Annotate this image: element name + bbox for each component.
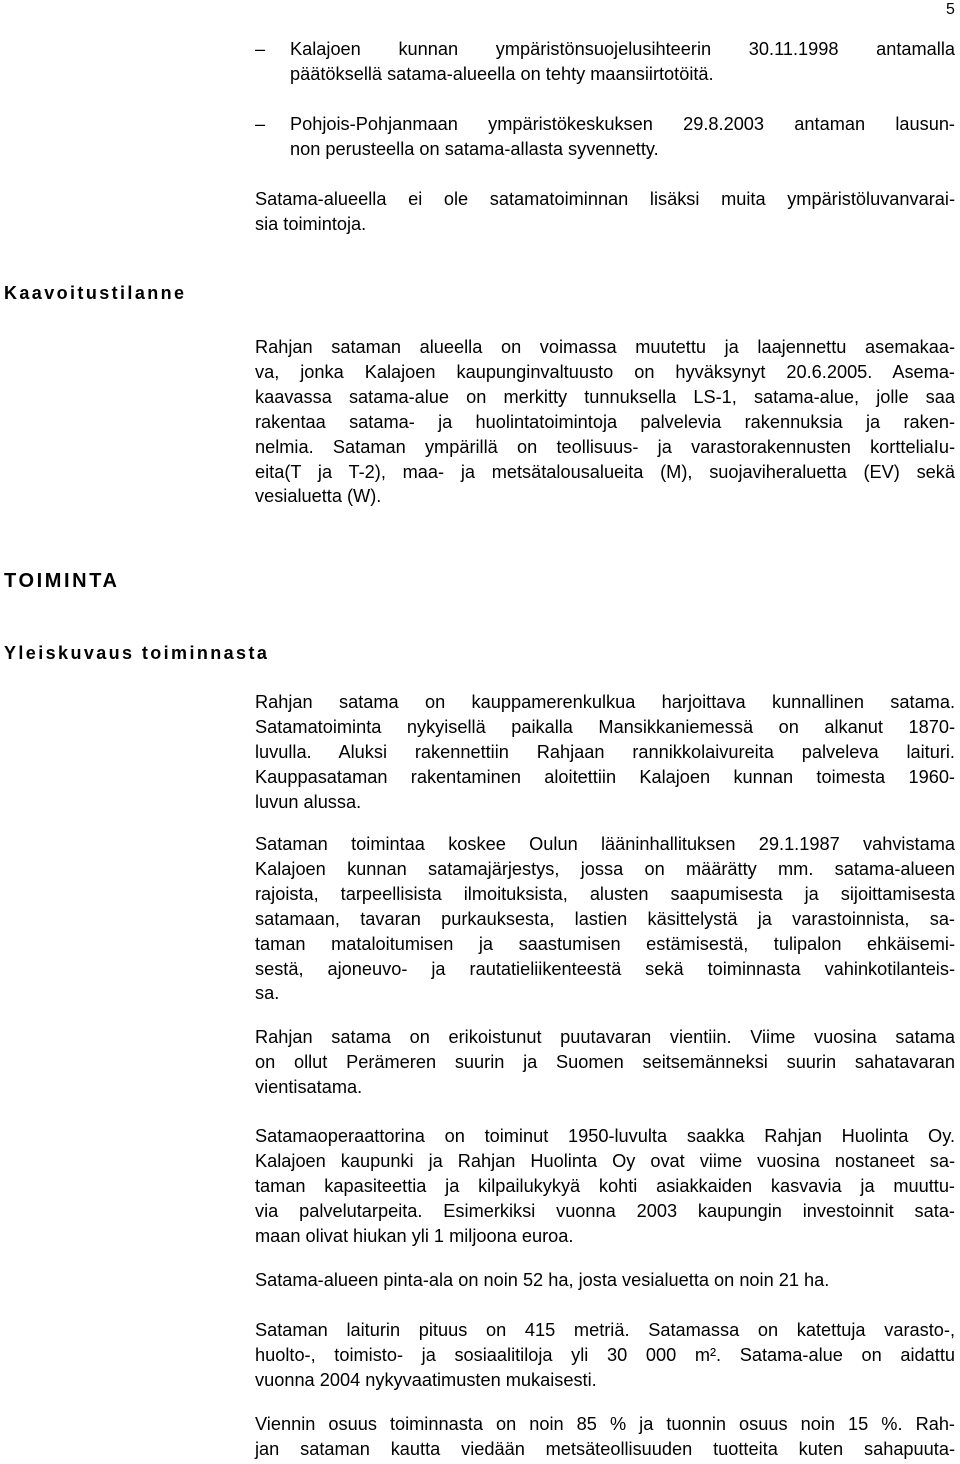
text-line: Satama-alueen pinta-ala on noin 52 ha, josta vesialuetta on noin 21 ha. [255,1270,830,1290]
text-line: Satama-alueella ei ole satamatoiminnan lisäksi muita ympäristöluvanvarai- [255,189,955,209]
intro-paragraph [255,187,955,237]
text-line: vuonna 2004 nykyvaatimusten mukaisesti. [255,1369,597,1390]
text-line: Kauppasataman rakentaminen aloitettiin Kalajoen kunnan toimesta 1960- [255,766,955,787]
text-line: nelmia. Sataman ympärillä on teollisuus- ja varastorakennusten kortteliaIu- [255,436,955,457]
yleiskuvaus-paragraph-1 [255,690,955,815]
text-line: luvulla. Aluksi rakennettiin Rahjaan rannikkolaivureita palveleva laituri. [255,741,955,762]
text-line: taman kapasiteettia ja kilpailukykyä kohti asiakkaiden kasvavia ja muuttu- [255,1175,955,1196]
text-line: luvun alussa. [255,791,362,812]
text-line: Kalajoen kunnan satamajärjestys, jossa on määrätty mm. satama-alueen [255,858,955,879]
text-line: eita(T ja T-2), maa- ja metsätalousalueita (M), suojaviheraluetta (EV) sekä [255,461,955,482]
text-line: rajoista, tarpeellisista ilmoituksista, alusten saapumisesta ja sijoittamisesta [255,883,955,904]
text-line: non perusteella on satama-allasta syvennetty. [290,138,659,159]
text-line: Satamaoperaattorina on toiminut 1950-luvulta saakka Rahjan Huolinta Oy. [255,1126,955,1146]
text-line: sestä, ajoneuvo- ja rautatieliikenteestä sekä toiminnasta vahinkotilanteis- [255,958,955,979]
section-heading-toiminta: TOIMINTA [4,570,120,592]
text-line: Rahjan satama on erikoistunut puutavaran vientiin. Viime vuosina satama [255,1027,955,1047]
section-heading-yleiskuvaus: Yleiskuvaus toiminnasta [4,643,270,663]
yleiskuvaus-paragraph-2 [255,832,955,1006]
text-line: Sataman laiturin pituus on 415 metriä. Satamassa on katettuja varasto-, [255,1320,955,1340]
dash-marker: – [255,114,266,134]
dash-marker: – [255,39,266,59]
dash-list-item [290,112,955,162]
text-line: sa. [255,983,280,1004]
yleiskuvaus-paragraph-6 [255,1318,955,1393]
text-line: satamaan, tavaran purkauksesta, lastien käsittelystä ja varastoinnista, sa- [255,908,955,929]
text-line: Sataman toimintaa koskee Oulun lääninhallituksen 29.1.1987 vahvistama [255,834,955,854]
text-line: on ollut Perämeren suurin ja Suomen seitsemänneksi suurin sahatavaran [255,1051,955,1072]
text-line: vesialuetta (W). [255,486,382,507]
yleiskuvaus-paragraph-5 [255,1268,955,1293]
text-line: päätöksellä satama-alueella on tehty maansiirtotöitä. [290,63,714,84]
text-line: huolto-, toimisto- ja sosiaalitiloja yli 30 000 m². Satama-alue on aidattu [255,1344,955,1365]
text-line: Pohjois-Pohjanmaan ympäristökeskuksen 29.8.2003 antaman lausun- [290,114,955,134]
text-line: taman mataloitumisen ja saastumisen estämisestä, tulipalon ehkäisemi- [255,933,955,954]
page-number: 5 [946,1,955,18]
text-line: Kalajoen kunnan ympäristönsuojelusihteerin 30.11.1998 antamalla [290,39,955,59]
yleiskuvaus-paragraph-7 [255,1412,955,1462]
text-line: va, jonka Kalajoen kaupunginvaltuusto on hyväksynyt 20.6.2005. Asema- [255,361,955,382]
text-line: Rahjan satama on kauppamerenkulkua harjoittava kunnallinen satama. [255,692,955,712]
yleiskuvaus-paragraph-4 [255,1124,955,1249]
text-line: Viennin osuus toiminnasta on noin 85 % ja tuonnin osuus noin 15 %. Rah- [255,1414,955,1434]
text-line: kaavassa satama-alue on merkitty tunnuksella LS-1, satama-alue, jolle saa [255,386,955,407]
text-line: vientisatama. [255,1076,363,1097]
text-line: via palvelutarpeita. Esimerkiksi vuonna 2003 kaupungin investoinnit sata- [255,1200,955,1221]
yleiskuvaus-paragraph-3 [255,1025,955,1100]
text-line: rakentaa satama- ja huolintatoimintoja palvelevia rakennuksia ja raken- [255,411,955,432]
text-line: sia toimintoja. [255,213,367,234]
text-line: maan olivat hiukan yli 1 miljoona euroa. [255,1225,574,1246]
text-line: Rahjan sataman alueella on voimassa muutettu ja laajennettu asemakaa- [255,337,955,357]
kaavoitus-paragraph [255,335,955,509]
dash-list-item [290,37,955,87]
text-line: Satamatoiminta nykyisellä paikalla Mansikkaniemessä on alkanut 1870- [255,716,955,737]
text-line: Kalajoen kaupunki ja Rahjan Huolinta Oy ovat viime vuosina nostaneet sa- [255,1150,955,1171]
text-line: jan sataman kautta viedään metsäteollisuuden tuotteita kuten sahapuuta- [255,1438,955,1459]
section-heading-kaavoitus: Kaavoitustilanne [4,283,187,303]
